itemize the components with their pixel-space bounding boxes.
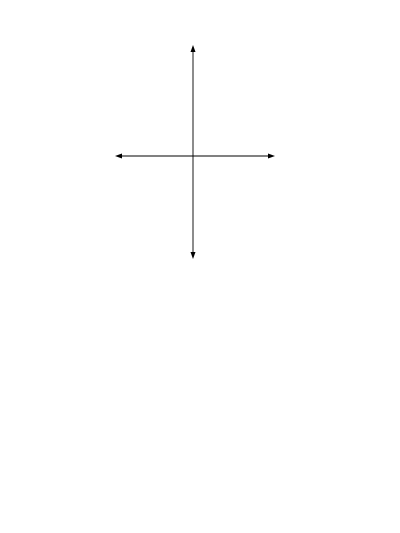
- axes: [115, 45, 275, 259]
